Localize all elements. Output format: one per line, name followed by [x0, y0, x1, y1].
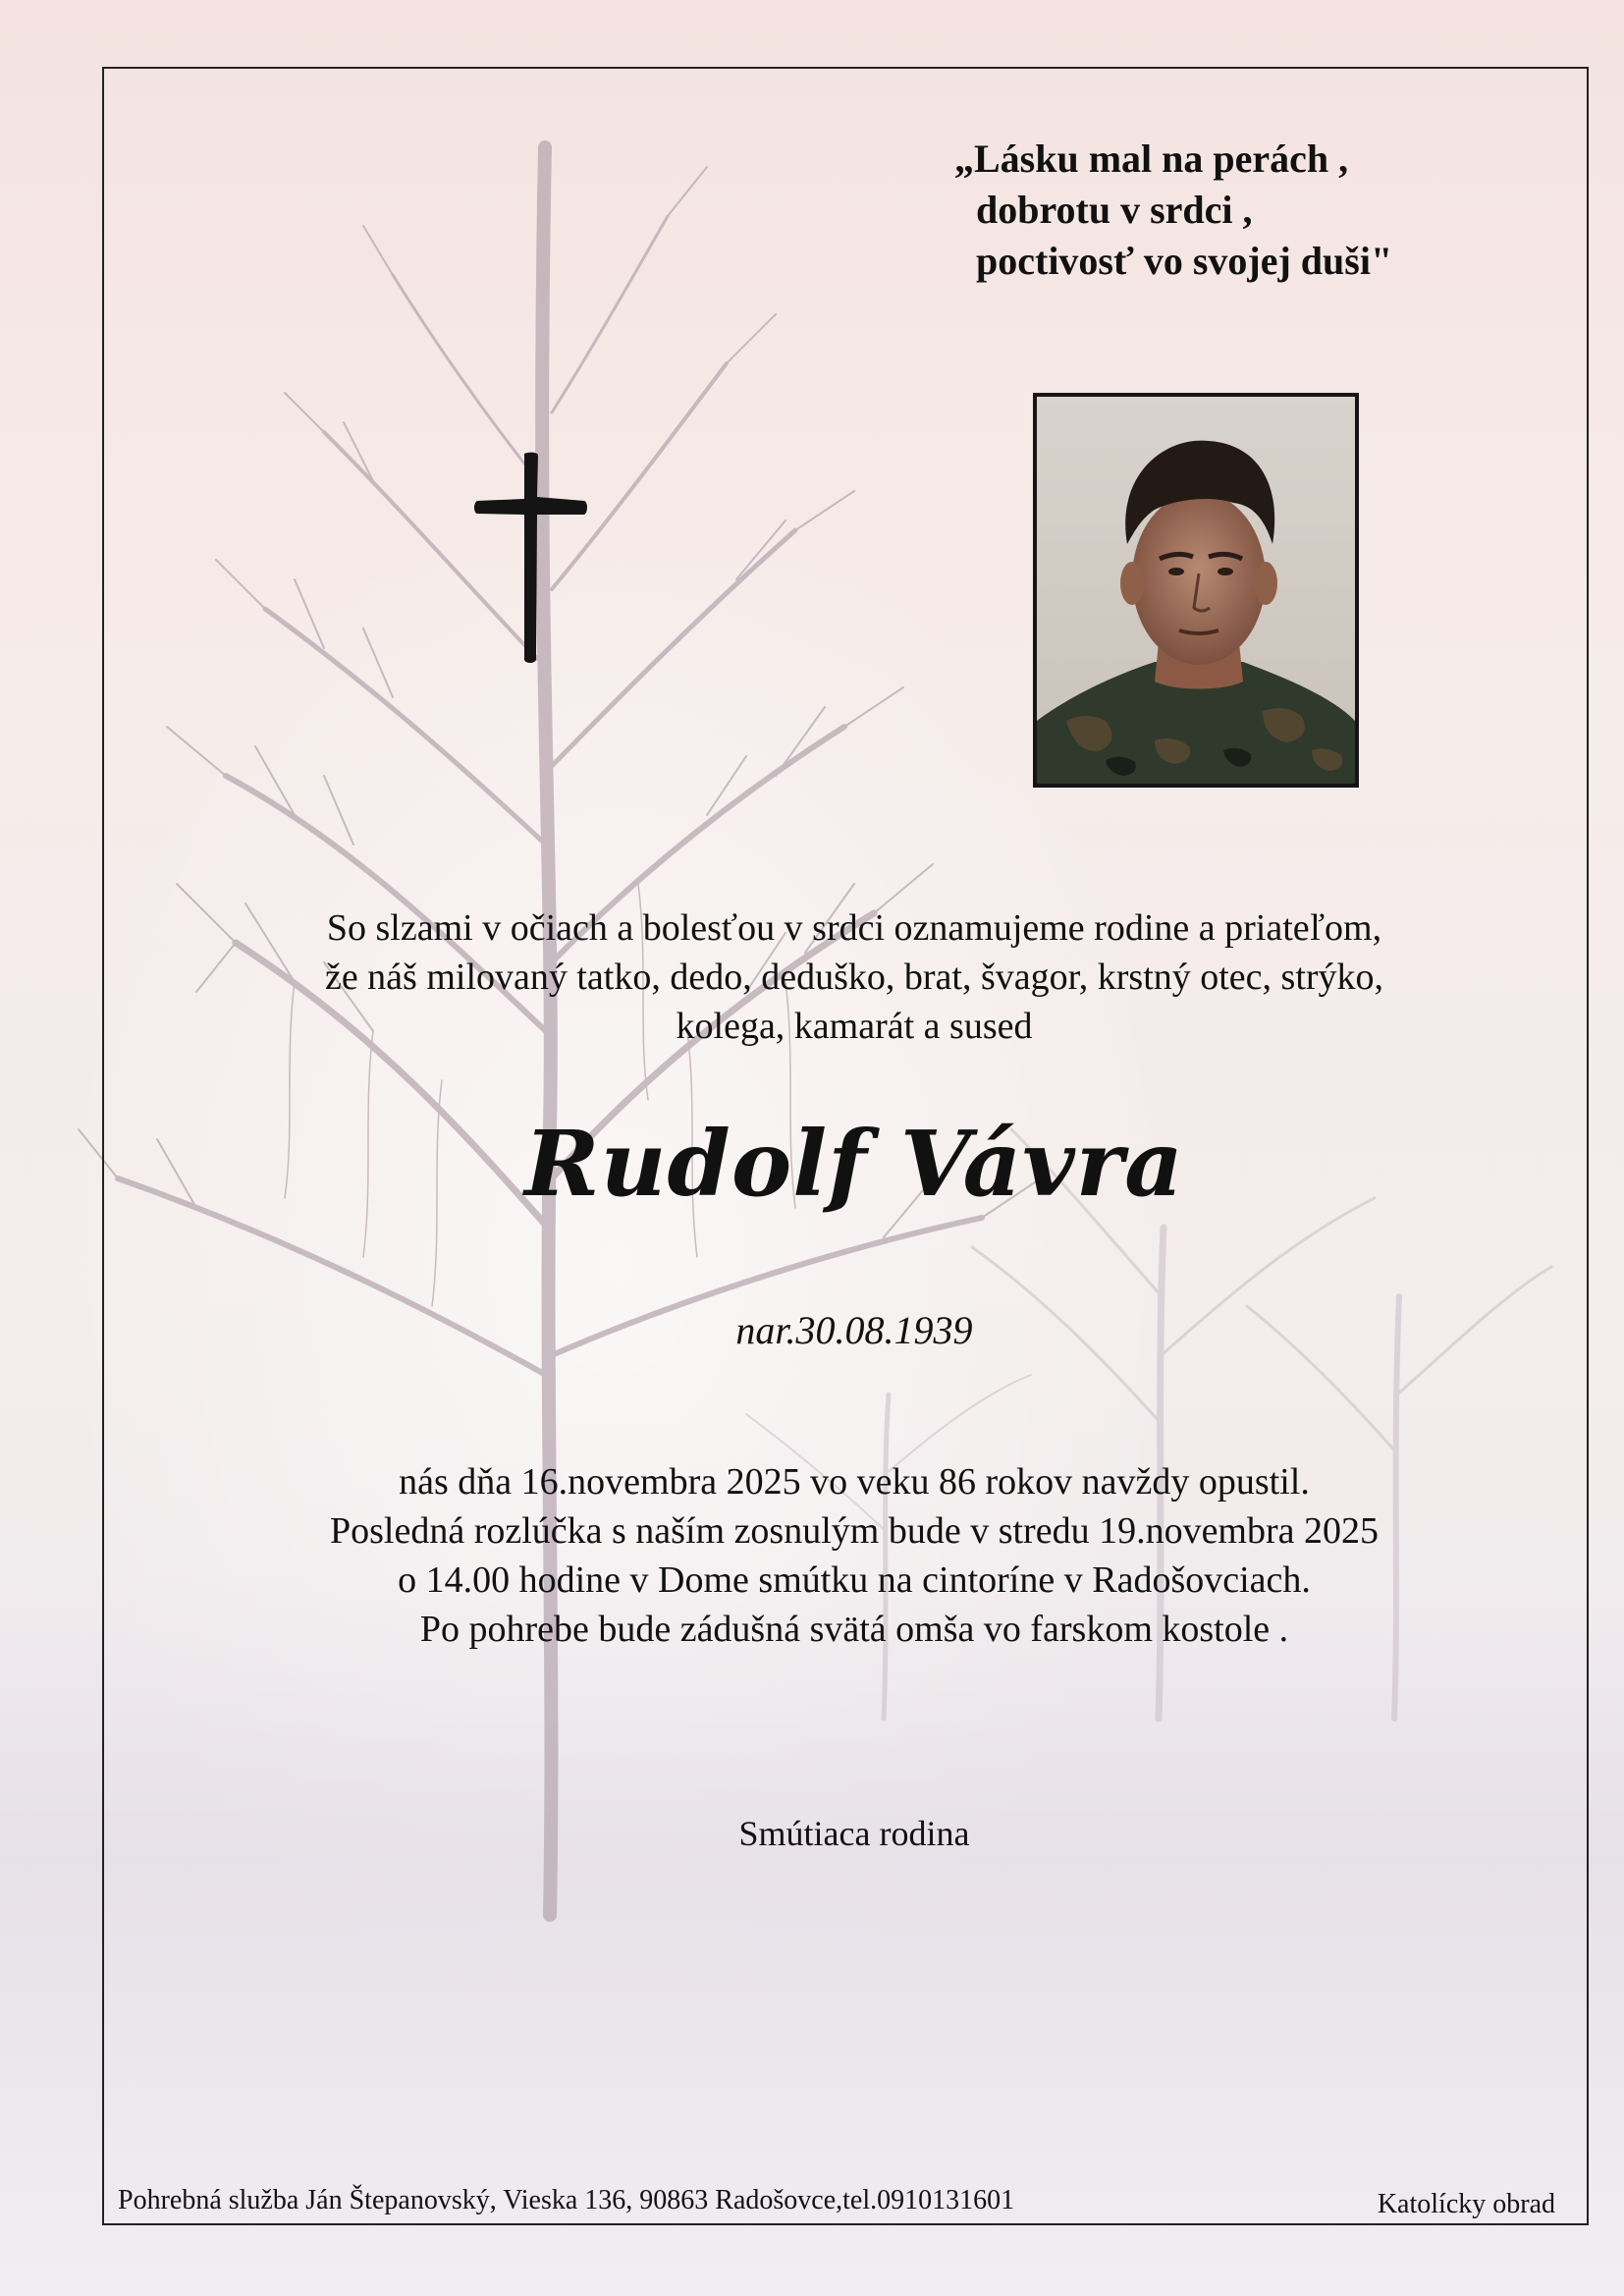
details-line-3: o 14.00 hodine v Dome smútku na cintoríne v Radošovciach. [398, 1559, 1311, 1601]
announcement-line-3: kolega, kamarát a sused [676, 1006, 1033, 1047]
details-line-4: Po pohrebe bude zádušná svätá omša vo farskom kostole . [419, 1609, 1289, 1650]
announcement-line-2: že náš milovaný tatko, dedo, deduško, brat, švagor, krstný otec, strýko, [324, 957, 1384, 998]
quote-line-1: „Lásku mal na perách , [954, 137, 1349, 181]
funeral-service-contact: Pohrebná služba Ján Štepanovský, Vieska 136, 90863 Radošovce,tel.0910131601 [118, 2185, 1015, 2215]
funeral-details [157, 1457, 1551, 1654]
quote-line-2: dobrotu v srdci , [976, 188, 1253, 232]
announcement-text [157, 903, 1551, 1051]
deceased-name: Rudolf Vávra [524, 1111, 1184, 1217]
family-signature: Smútiaca rodina [738, 1814, 970, 1853]
portrait-photo [1033, 393, 1359, 788]
details-line-2: Posledná rozlúčka s naším zosnulým bude v stredu 19.novembra 2025 [329, 1510, 1380, 1552]
details-line-1: nás dňa 16.novembra 2025 vo veku 86 rokov navždy opustil. [399, 1461, 1310, 1503]
quote-line-3: poctivosť vo svojej duši" [976, 239, 1393, 283]
birth-date: nar.30.08.1939 [735, 1308, 973, 1352]
epitaph-quote [954, 134, 1504, 287]
cross-icon [471, 450, 591, 666]
announcement-line-1: So slzami v očiach a bolesťou v srdci oznamujeme rodine a priateľom, [326, 907, 1382, 949]
rite-label: Katolícky obrad [1377, 2189, 1555, 2219]
